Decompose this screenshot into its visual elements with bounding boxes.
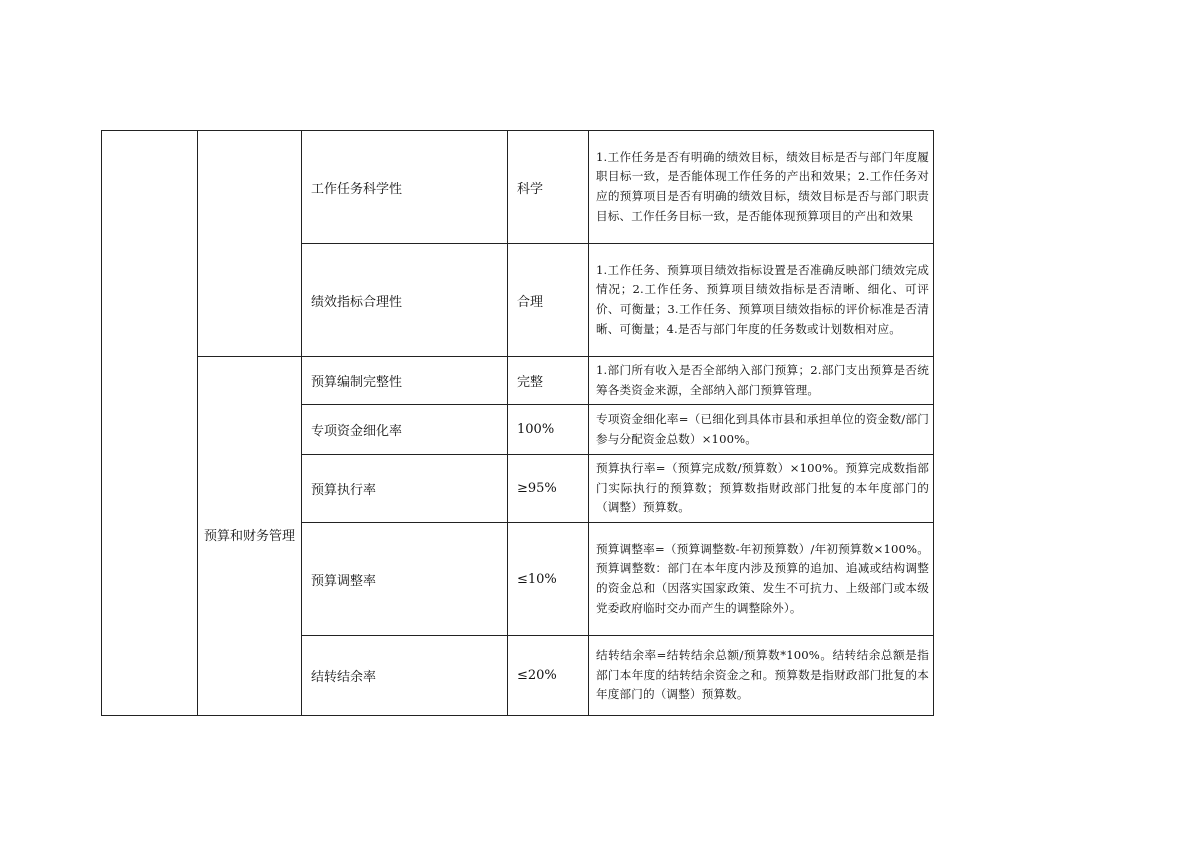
- indicator-value: ≤20%: [508, 636, 589, 716]
- indicator-description: 结转结余率=结转结余总额/预算数*100%。结转结余总额是指部门本年度的结转结余资金之和。预算数是指财政部门批复的本年度部门的（调整）预算数。: [589, 636, 934, 716]
- indicator-value: 100%: [508, 405, 589, 455]
- indicator-name: 结转结余率: [302, 636, 508, 716]
- table-row: [102, 131, 934, 244]
- indicator-name: 预算编制完整性: [302, 357, 508, 405]
- indicator-value: ≥95%: [508, 455, 589, 523]
- indicator-name: 绩效指标合理性: [302, 244, 508, 357]
- indicator-table: [101, 130, 934, 716]
- level2-cell: [198, 131, 302, 357]
- indicator-description: 专项资金细化率=（已细化到具体市县和承担单位的资金数/部门参与分配资金总数）×100%。: [589, 405, 934, 455]
- category-cell: 预算和财务管理: [198, 357, 302, 716]
- indicator-name: 专项资金细化率: [302, 405, 508, 455]
- indicator-description: 1.部门所有收入是否全部纳入部门预算；2.部门支出预算是否统筹各类资金来源，全部纳入部门预算管理。: [589, 357, 934, 405]
- indicator-name: 工作任务科学性: [302, 131, 508, 244]
- indicator-name: 预算调整率: [302, 523, 508, 636]
- indicator-value: 科学: [508, 131, 589, 244]
- indicator-value: 合理: [508, 244, 589, 357]
- indicator-value: 完整: [508, 357, 589, 405]
- indicator-description: 预算执行率=（预算完成数/预算数）×100%。预算完成数指部门实际执行的预算数；预算数指财政部门批复的本年度部门的（调整）预算数。: [589, 455, 934, 523]
- indicator-description: 1.工作任务是否有明确的绩效目标，绩效目标是否与部门年度履职目标一致，是否能体现工作任务的产出和效果；2.工作任务对应的预算项目是否有明确的绩效目标，绩效目标是否与部门职责目标、工作任务目标一致，是否能体现预算项目的产出和效果: [589, 131, 934, 244]
- indicator-value: ≤10%: [508, 523, 589, 636]
- indicator-description: 预算调整率=（预算调整数-年初预算数）/年初预算数×100%。预算调整数：部门在本年度内涉及预算的追加、追减或结构调整的资金总和（因落实国家政策、发生不可抗力、上级部门或本级党委政府临时交办而产生的调整除外）。: [589, 523, 934, 636]
- indicator-name: 预算执行率: [302, 455, 508, 523]
- level1-cell: [102, 131, 198, 716]
- indicator-description: 1.工作任务、预算项目绩效指标设置是否准确反映部门绩效完成情况；2.工作任务、预算项目绩效指标是否清晰、细化、可评价、可衡量；3.工作任务、预算项目绩效指标的评价标准是否清晰、可衡量；4.是否与部门年度的任务数或计划数相对应。: [589, 244, 934, 357]
- table-row: [102, 357, 934, 405]
